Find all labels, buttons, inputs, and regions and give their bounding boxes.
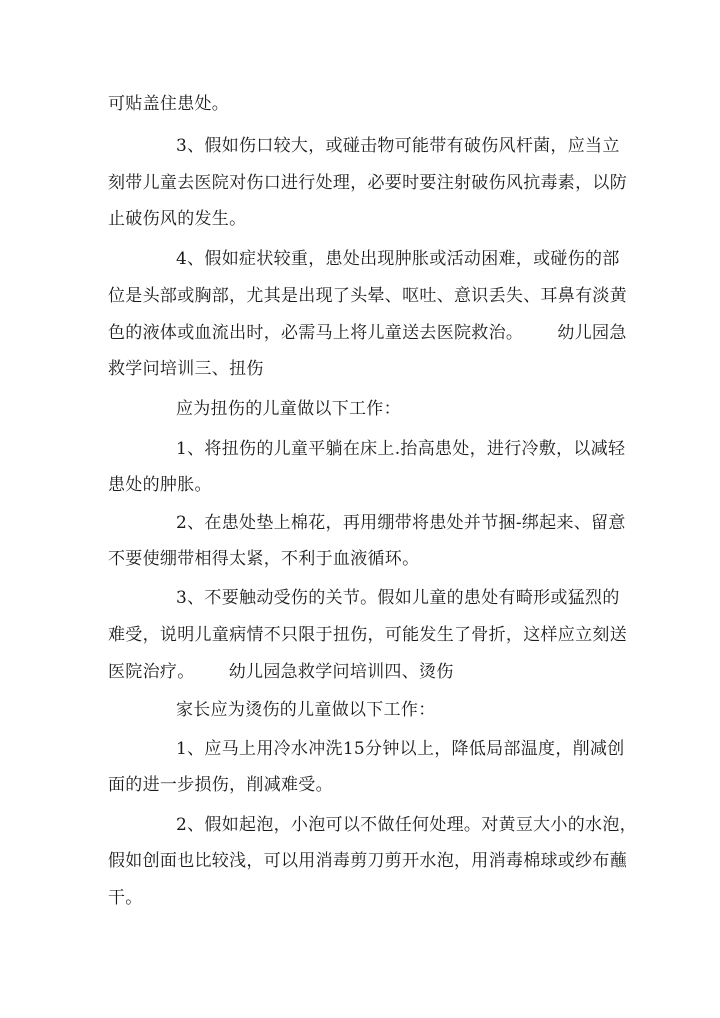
text-line: 2、假如起泡，小泡可以不做任何处理。对黄豆大小的水泡， xyxy=(176,815,637,835)
text-line: 刻带儿童去医院对伤口进行处理，必要时要注射破伤风抗毒素，以防 xyxy=(108,173,627,193)
text-line: 可贴盖住患处。 xyxy=(108,94,230,114)
text-line: 1、将扭伤的儿童平躺在床上.抬高患处，进行冷敷，以减轻 xyxy=(176,439,626,459)
text-line: 1、应马上用冷水冲洗15分钟以上，降低局部温度，削减创 xyxy=(176,739,625,759)
text-line: 止破伤风的发生。 xyxy=(108,209,247,229)
text-line: 患处的肿胀。 xyxy=(108,475,212,495)
text-line: 难受，说明儿童病情不只限于扭伤，可能发生了骨折，这样应立刻送 xyxy=(108,625,627,645)
text-line: 家长应为烫伤的儿童做以下工作： xyxy=(176,700,436,720)
text-line: 4、假如症状较重，患处出现肿胀或活动困难，或碰伤的部 xyxy=(176,249,620,269)
text-line: 2、在患处垫上棉花，再用绷带将患处并节捆-绑起来、留意 xyxy=(176,513,626,533)
text-line: 3、不要触动受伤的关节。假如儿童的患处有畸形或猛烈的 xyxy=(176,588,620,608)
text-line: 面的进一步损伤，削减难受。 xyxy=(108,775,333,795)
text-line: 3、假如伤口较大，或碰击物可能带有破伤风杆菌，应当立 xyxy=(176,136,620,156)
text-line: 干。 xyxy=(108,888,143,908)
text-line: 不要使绷带相得太紧，不利于血液循环。 xyxy=(108,549,420,569)
text-line: 色的液体或血流出时，必需马上将儿童送去医院救治。 幼儿园急 xyxy=(108,323,627,343)
text-line: 医院治疗。 幼儿园急救学问培训四、烫伤 xyxy=(108,662,454,682)
text-line: 位是头部或胸部，尤其是出现了头晕、呕吐、意识丢失、耳鼻有淡黄 xyxy=(108,286,627,306)
text-line: 应为扭伤的儿童做以下工作： xyxy=(176,399,401,419)
text-line: 假如创面也比较浅，可以用消毒剪刀剪开水泡，用消毒棉球或纱布蘸 xyxy=(108,851,627,871)
text-line: 救学问培训三、扭伤 xyxy=(108,359,264,379)
